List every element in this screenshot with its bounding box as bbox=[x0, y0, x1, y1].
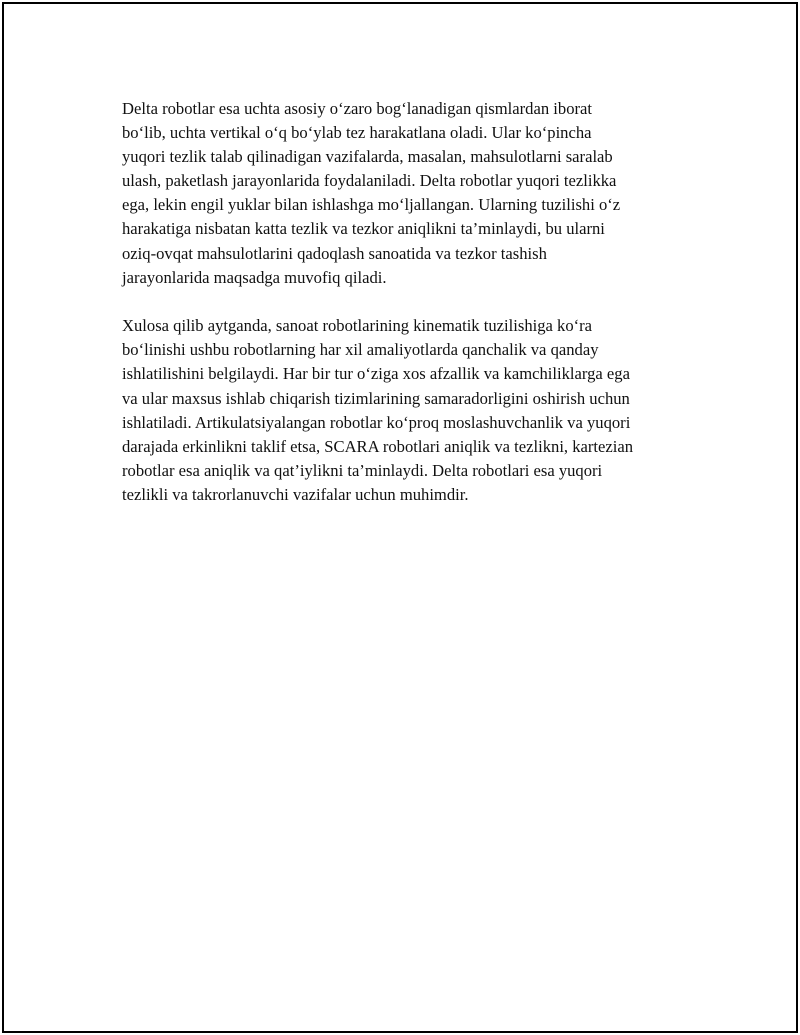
paragraph-delta-robots: Delta robotlar esa uchta asosiy o‘zaro bog‘lanadigan qismlardan iborat bo‘lib, uchta vertikal o‘q bo‘ylab tez harakatlana oladi. Ular ko‘pincha yuqori tezlik talab qilinadigan vazifalarda, masalan, mahsulotlarni saralab ulash, paketlash jarayonlarida foydalaniladi. Delta robotlar yuqori tezlikka ega, lekin engil yuklar bilan ishlashga mo‘ljallangan. Ularning tuzilishi o‘z harakatiga nisbatan katta tezlik va tezkor aniqlikni ta’minlaydi, bu ularni oziq-ovqat mahsulotlarini qadoqlash sanoatida va tezkor tashish jarayonlarida maqsadga muvofiq qiladi. bbox=[122, 99, 621, 287]
document-body bbox=[122, 97, 702, 532]
paragraph-conclusion: Xulosa qilib aytganda, sanoat robotlarining kinematik tuzilishiga ko‘ra bo‘linishi ushbu robotlarning har xil amaliyotlarda qanchalik va qanday ishlatilishini belgilaydi. Har bir tur o‘ziga xos afzallik va kamchiliklarga ega va ular maxsus ishlab chiqarish tizimlarining samaradorligini oshirish uchun ishlatiladi. Artikulatsiyalangan robotlar ko‘proq moslashuvchanlik va yuqori darajada erkinlikni taklif etsa, SCARA robotlari aniqlik va tezlikni, kartezian robotlar esa aniqlik va qat’iylikni ta’minlaydi. Delta robotlari esa yuqori tezlikli va takrorlanuvchi vazifalar uchun muhimdir. bbox=[122, 316, 634, 504]
document-page bbox=[2, 2, 798, 1033]
